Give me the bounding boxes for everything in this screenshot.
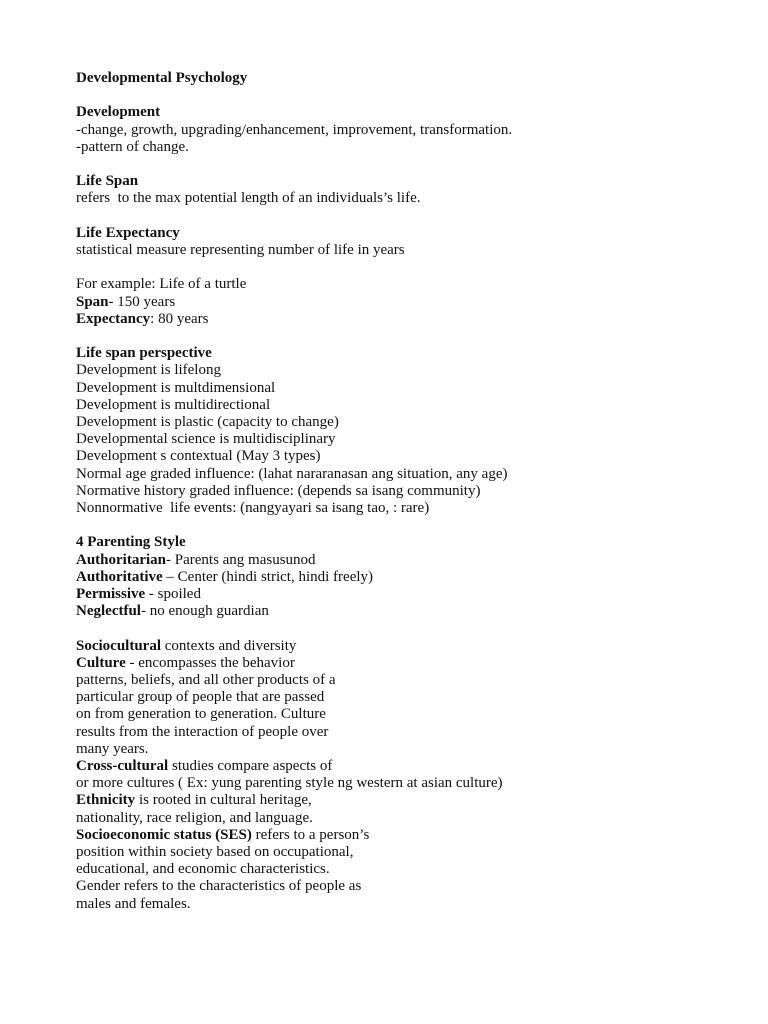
example-span: Span- 150 years: [76, 293, 176, 310]
cross-cultural-definition: Cross-cultural studies compare aspects of: [76, 758, 333, 775]
parenting-style-authoritative: Authoritative – Center (hindi strict, hindi freely): [76, 568, 374, 585]
parenting-style-permissive: Permissive - spoiled: [76, 586, 201, 602]
culture-line: particular group of people that are passed: [76, 689, 325, 706]
culture-line: many years.: [76, 740, 149, 757]
document-page: [76, 70, 736, 913]
spacer: [76, 259, 736, 276]
example-intro: For example: Life of a turtle: [76, 276, 247, 293]
life-span-definition: refers to the max potential length of an individuals’s life.: [76, 190, 421, 207]
ethnicity-line: nationality, race religion, and language.: [76, 809, 313, 826]
ses-line: educational, and economic characteristics.: [76, 861, 330, 878]
perspective-item: Development s contextual (May 3 types): [76, 448, 321, 465]
development-heading: Development: [76, 104, 161, 121]
life-expectancy-definition: statistical measure representing number of life in years: [76, 241, 405, 258]
example-expectancy: Expectancy: 80 years: [76, 310, 209, 327]
perspective-item: Nonnormative life events: (nangyayari sa isang tao, : rare): [76, 500, 430, 516]
spacer: [76, 208, 736, 225]
life-span-heading: Life Span: [76, 173, 139, 190]
culture-line: patterns, beliefs, and all other products of a: [76, 672, 336, 688]
perspective-item: Normal age graded influence: (lahat nararanasan ang situation, any age): [76, 465, 508, 482]
parenting-style-neglectful: Neglectful- no enough guardian: [76, 603, 269, 620]
ses-line: position within society based on occupational,: [76, 844, 354, 861]
spacer: [76, 620, 736, 637]
perspective-item: Development is multdimensional: [76, 379, 276, 396]
culture-definition: Culture - encompasses the behavior: [76, 654, 295, 671]
perspective-item: Development is plastic (capacity to change): [76, 413, 339, 430]
spacer: [76, 87, 736, 104]
document-title: Developmental Psychology: [76, 70, 248, 86]
culture-line: on from generation to generation. Culture: [76, 706, 326, 723]
perspective-item: Development is multidirectional: [76, 396, 271, 413]
development-line-2: -pattern of change.: [76, 138, 189, 155]
ethnicity-definition: Ethnicity is rooted in cultural heritage,: [76, 792, 312, 809]
spacer: [76, 517, 736, 534]
gender-line: Gender refers to the characteristics of people as: [76, 878, 362, 895]
cross-cultural-line: or more cultures ( Ex: yung parenting style ng western at asian culture): [76, 775, 503, 792]
spacer: [76, 328, 736, 345]
gender-line: males and females.: [76, 895, 191, 912]
sociocultural-heading: Sociocultural contexts and diversity: [76, 637, 297, 654]
parenting-heading: 4 Parenting Style: [76, 534, 186, 551]
ses-definition: Socioeconomic status (SES) refers to a person’s: [76, 826, 370, 843]
perspective-heading: Life span perspective: [76, 345, 212, 362]
perspective-item: Development is lifelong: [76, 362, 221, 379]
parenting-style-authoritarian: Authoritarian- Parents ang masusunod: [76, 551, 316, 568]
perspective-item: Normative history graded influence: (depends sa isang community): [76, 482, 481, 499]
perspective-item: Developmental science is multidisciplinary: [76, 431, 336, 448]
life-expectancy-heading: Life Expectancy: [76, 224, 180, 241]
culture-line: results from the interaction of people over: [76, 723, 329, 740]
development-line-1: -change, growth, upgrading/enhancement, improvement, transformation.: [76, 121, 513, 138]
spacer: [76, 156, 736, 173]
